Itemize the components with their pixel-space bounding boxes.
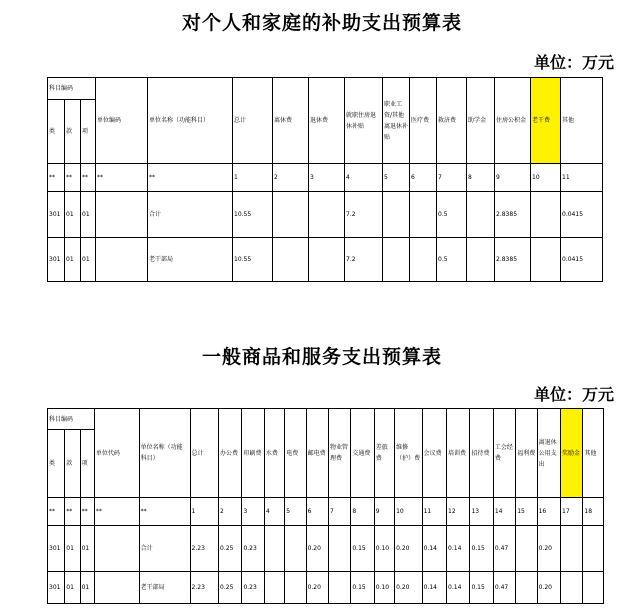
header-peixun: 培训费 xyxy=(447,409,470,498)
header-lixiu: 离休费 xyxy=(273,78,309,164)
header-zhiye: 职业工资/其他离退休补贴 xyxy=(383,78,410,164)
index-cell: 9 xyxy=(495,164,531,192)
cell-xiang: 01 xyxy=(81,238,96,282)
index-cell: ** xyxy=(80,498,94,526)
header-laoyou: 老干费 xyxy=(531,78,561,164)
cell-zhiye xyxy=(383,192,410,238)
table2-unit: 单位：万元 xyxy=(533,385,614,404)
index-cell: ** xyxy=(48,498,65,526)
table1-unit: 单位：万元 xyxy=(533,53,614,72)
header-qita: 其他 xyxy=(561,78,603,164)
index-cell: ** xyxy=(94,498,139,526)
index-cell: 4 xyxy=(264,498,284,526)
cell-jiaotong: 0.15 xyxy=(351,526,374,572)
cell-huiyi: 0.14 xyxy=(422,526,446,572)
cell-gonghui: 0.47 xyxy=(493,526,515,572)
table1-title: 对个人和家庭的补助支出预算表 xyxy=(181,12,462,34)
cell-dian xyxy=(285,526,306,572)
header-total: 总计 xyxy=(190,409,219,498)
cell-total: 10.55 xyxy=(233,238,273,282)
header-xiang: 项 xyxy=(80,430,94,498)
index-cell: 8 xyxy=(351,498,374,526)
cell-unit-code xyxy=(94,526,139,572)
cell-zhuxue xyxy=(467,238,495,282)
cell-total: 2.23 xyxy=(190,572,219,604)
index-cell: 18 xyxy=(583,498,604,526)
table-row xyxy=(48,192,603,238)
header-jiangli: 奖励金 xyxy=(561,409,583,498)
index-cell: 12 xyxy=(447,498,470,526)
table-row-index xyxy=(48,498,604,526)
header-jiuji: 救济费 xyxy=(437,78,467,164)
cell-shui xyxy=(264,572,284,604)
index-cell: 15 xyxy=(516,498,537,526)
cell-xiang: 01 xyxy=(81,192,96,238)
index-cell: ** xyxy=(139,498,190,526)
cell-kuan: 01 xyxy=(65,572,80,604)
cell-wuye xyxy=(328,526,350,572)
cell-tuixiu xyxy=(309,238,345,282)
cell-youdian: 0.20 xyxy=(306,526,328,572)
index-cell: 13 xyxy=(470,498,493,526)
cell-jiaotong: 0.15 xyxy=(351,572,374,604)
cell-xiang: 01 xyxy=(80,526,94,572)
header-tuixiu: 退休费 xyxy=(309,78,345,164)
cell-weixiu: 0.20 xyxy=(395,526,422,572)
header-unit-name: 单位名称（功能科目） xyxy=(139,409,190,498)
index-cell: 1 xyxy=(233,164,273,192)
header-zhaodai: 招待费 xyxy=(470,409,493,498)
table2-title: 一般商品和服务支出预算表 xyxy=(201,346,442,368)
cell-dian xyxy=(285,572,306,604)
cell-kuan: 01 xyxy=(65,238,81,282)
cell-lei: 301 xyxy=(48,238,65,282)
header-gonghui: 工会经费 xyxy=(493,409,515,498)
cell-youdian: 0.20 xyxy=(306,572,328,604)
header-yinshua: 印刷费 xyxy=(242,409,264,498)
cell-zhaodai: 0.15 xyxy=(470,572,493,604)
cell-jiuji: 0.5 xyxy=(437,192,467,238)
header-shui: 水费 xyxy=(264,409,284,498)
cell-chailv: 0.10 xyxy=(374,526,394,572)
header-unit-code: 单位编码 xyxy=(96,78,148,164)
cell-lixiu xyxy=(273,238,309,282)
index-cell: 10 xyxy=(531,164,561,192)
header-unit-code: 单位代码 xyxy=(94,409,139,498)
header-subject-code: 科目编码 xyxy=(48,78,96,100)
cell-unit-code xyxy=(96,192,148,238)
index-cell: 7 xyxy=(437,164,467,192)
personal-family-subsidy-table xyxy=(47,77,603,282)
header-gaotuixiu: 离退休公用支出 xyxy=(537,409,560,498)
cell-qita xyxy=(583,526,604,572)
cell-qita: 0.0415 xyxy=(561,238,603,282)
header-total: 总计 xyxy=(233,78,273,164)
cell-yiliao xyxy=(410,192,437,238)
header-jiaotong: 交通费 xyxy=(351,409,374,498)
header-yiliao: 医疗费 xyxy=(410,78,437,164)
index-cell: 5 xyxy=(285,498,306,526)
cell-unit-name: 合计 xyxy=(139,526,190,572)
cell-yinshua: 0.23 xyxy=(242,526,264,572)
cell-tuixiu xyxy=(309,192,345,238)
cell-peixun: 0.14 xyxy=(447,572,470,604)
cell-zhuxue xyxy=(467,192,495,238)
cell-wuye xyxy=(328,572,350,604)
index-cell: 14 xyxy=(493,498,515,526)
table-row xyxy=(48,526,604,572)
cell-kuan: 01 xyxy=(65,192,81,238)
cell-jiuji: 0.5 xyxy=(437,238,467,282)
index-cell: ** xyxy=(65,164,81,192)
cell-zhufang: 2.8385 xyxy=(495,238,531,282)
index-cell: 17 xyxy=(561,498,583,526)
cell-zhiye xyxy=(383,238,410,282)
cell-total: 2.23 xyxy=(190,526,219,572)
cell-jiangli xyxy=(561,526,583,572)
cell-huiyi: 0.14 xyxy=(422,572,446,604)
index-cell: 11 xyxy=(561,164,603,192)
cell-gaotuixiu: 0.20 xyxy=(537,572,560,604)
table-row-index xyxy=(48,164,603,192)
cell-zhufang: 2.8385 xyxy=(495,192,531,238)
cell-unit-code xyxy=(96,238,148,282)
cell-bangong: 0.25 xyxy=(219,526,242,572)
cell-shui xyxy=(264,526,284,572)
header-wuye: 物业管理费 xyxy=(328,409,350,498)
table-row xyxy=(48,572,604,604)
index-cell: 3 xyxy=(242,498,264,526)
cell-qita xyxy=(583,572,604,604)
index-cell: 9 xyxy=(374,498,394,526)
cell-yinshua: 0.23 xyxy=(242,572,264,604)
index-cell: 5 xyxy=(383,164,410,192)
index-cell: 7 xyxy=(328,498,350,526)
index-cell: 6 xyxy=(410,164,437,192)
header-zhuxue: 助学金 xyxy=(467,78,495,164)
cell-chailv: 0.10 xyxy=(374,572,394,604)
cell-yiliao xyxy=(410,238,437,282)
index-cell: ** xyxy=(65,498,80,526)
cell-lixiu xyxy=(273,192,309,238)
index-cell: 8 xyxy=(467,164,495,192)
index-cell: 10 xyxy=(395,498,422,526)
header-lei: 类 xyxy=(48,430,65,498)
index-cell: 6 xyxy=(306,498,328,526)
index-cell: 16 xyxy=(537,498,560,526)
index-cell: 2 xyxy=(273,164,309,192)
cell-laoyou xyxy=(531,238,561,282)
cell-unit-name: 老干部局 xyxy=(139,572,190,604)
header-huiyi: 会议费 xyxy=(422,409,446,498)
index-cell: 1 xyxy=(190,498,219,526)
cell-xiang: 01 xyxy=(80,572,94,604)
header-zhufang: 住房公积金 xyxy=(495,78,531,164)
cell-peixun: 0.14 xyxy=(447,526,470,572)
cell-tuizhi: 7.2 xyxy=(345,238,383,282)
cell-lei: 301 xyxy=(48,526,65,572)
index-cell: ** xyxy=(81,164,96,192)
cell-zhaodai: 0.15 xyxy=(470,526,493,572)
cell-fuli xyxy=(516,572,537,604)
cell-lei: 301 xyxy=(48,572,65,604)
header-qita: 其他 xyxy=(583,409,604,498)
header-kuan: 款 xyxy=(65,100,81,164)
index-cell: ** xyxy=(48,164,65,192)
general-goods-services-table xyxy=(47,408,604,604)
header-tuizhi: 就职住房退休补贴 xyxy=(345,78,383,164)
index-cell: 3 xyxy=(309,164,345,192)
cell-gonghui: 0.47 xyxy=(493,572,515,604)
cell-unit-name: 老干部局 xyxy=(148,238,233,282)
cell-unit-name: 合计 xyxy=(148,192,233,238)
table-row xyxy=(48,238,603,282)
header-fuli: 福利费 xyxy=(516,409,537,498)
header-subject-code: 科目编码 xyxy=(48,409,95,430)
cell-laoyou xyxy=(531,192,561,238)
cell-lei: 301 xyxy=(48,192,65,238)
cell-unit-code xyxy=(94,572,139,604)
header-unit-name: 单位名称（功能科目） xyxy=(148,78,233,164)
header-lei: 类 xyxy=(48,100,65,164)
index-cell: 2 xyxy=(219,498,242,526)
header-bangong: 办公费 xyxy=(219,409,242,498)
index-cell: ** xyxy=(96,164,148,192)
cell-tuizhi: 7.2 xyxy=(345,192,383,238)
cell-jiangli xyxy=(561,572,583,604)
cell-kuan: 01 xyxy=(65,526,80,572)
index-cell: 4 xyxy=(345,164,383,192)
cell-fuli xyxy=(516,526,537,572)
index-cell: 11 xyxy=(422,498,446,526)
index-cell: ** xyxy=(148,164,233,192)
cell-weixiu: 0.20 xyxy=(395,572,422,604)
cell-total: 10.55 xyxy=(233,192,273,238)
cell-bangong: 0.25 xyxy=(219,572,242,604)
header-dian: 电费 xyxy=(285,409,306,498)
header-kuan: 款 xyxy=(65,430,80,498)
header-xiang: 项 xyxy=(81,100,96,164)
header-weixiu: 维修（护）费 xyxy=(395,409,422,498)
cell-qita: 0.0415 xyxy=(561,192,603,238)
cell-gaotuixiu: 0.20 xyxy=(537,526,560,572)
header-chailv: 差旅费 xyxy=(374,409,394,498)
header-youdian: 邮电费 xyxy=(306,409,328,498)
